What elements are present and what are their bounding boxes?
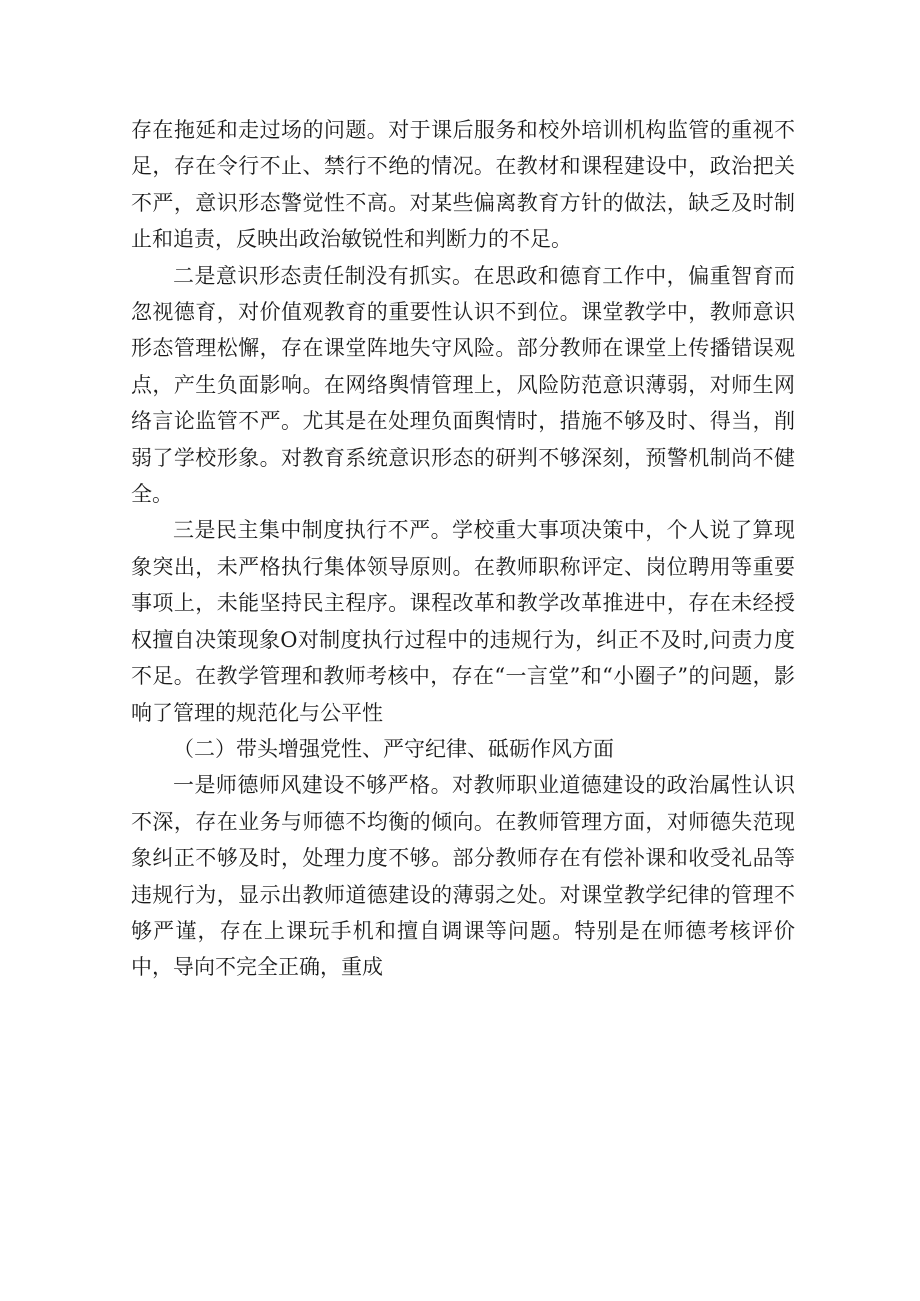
paragraph-3: 三是民主集中制度执行不严。学校重大事项决策中，个人说了算现象突出，未严格执行集体领导原则。在教师职称评定、岗位聘用等重要事项上，未能坚持民主程序。课程改革和教学改革推进中，存在未经授权擅自决策现象O对制度执行过程中的违规行为，纠正不及时,问责力度不足。在教学管理和教师考核中，存在“一言堂”和“小圈子”的问题，影响了管理的规范化与公平性 xyxy=(131,518,795,725)
document-body xyxy=(131,112,795,986)
paragraph-2: 二是意识形态责任制没有抓实。在思政和德育工作中，偏重智育而忽视德育，对价值观教育的重要性认识不到位。课堂教学中，教师意识形态管理松懈，存在课堂阵地失守风险。部分教师在课堂上传播错误观点，产生负面影响。在网络舆情管理上，风险防范意识薄弱，对师生网络言论监管不严。尤其是在处理负面舆情时，措施不够及时、得当，削弱了学校形象。对教育系统意识形态的研判不够深刻，预警机制尚不健全。 xyxy=(131,263,795,507)
section-heading: （二）带头增强党性、严守纪律、砥砺作风方面 xyxy=(173,736,614,761)
paragraph-1: 存在拖延和走过场的问题。对于课后服务和校外培训机构监管的重视不足，存在令行不止、禁行不绝的情况。在教材和课程建设中，政治把关不严，意识形态警觉性不高。对某些偏离教育方针的做法，缺乏及时制止和追责，反映出政治敏锐性和判断力的不足。 xyxy=(131,118,795,252)
paragraph-4: 一是师德师风建设不够严格。对教师职业道德建设的政治属性认识不深，存在业务与师德不均衡的倾向。在教师管理方面，对师德失范现象纠正不够及时，处理力度不够。部分教师存在有偿补课和收受礼品等违规行为，显示出教师道德建设的薄弱之处。对课堂教学纪律的管理不够严谨，存在上课玩手机和擅自调课等问题。特别是在师德考核评价中，导向不完全正确，重成 xyxy=(131,773,795,980)
